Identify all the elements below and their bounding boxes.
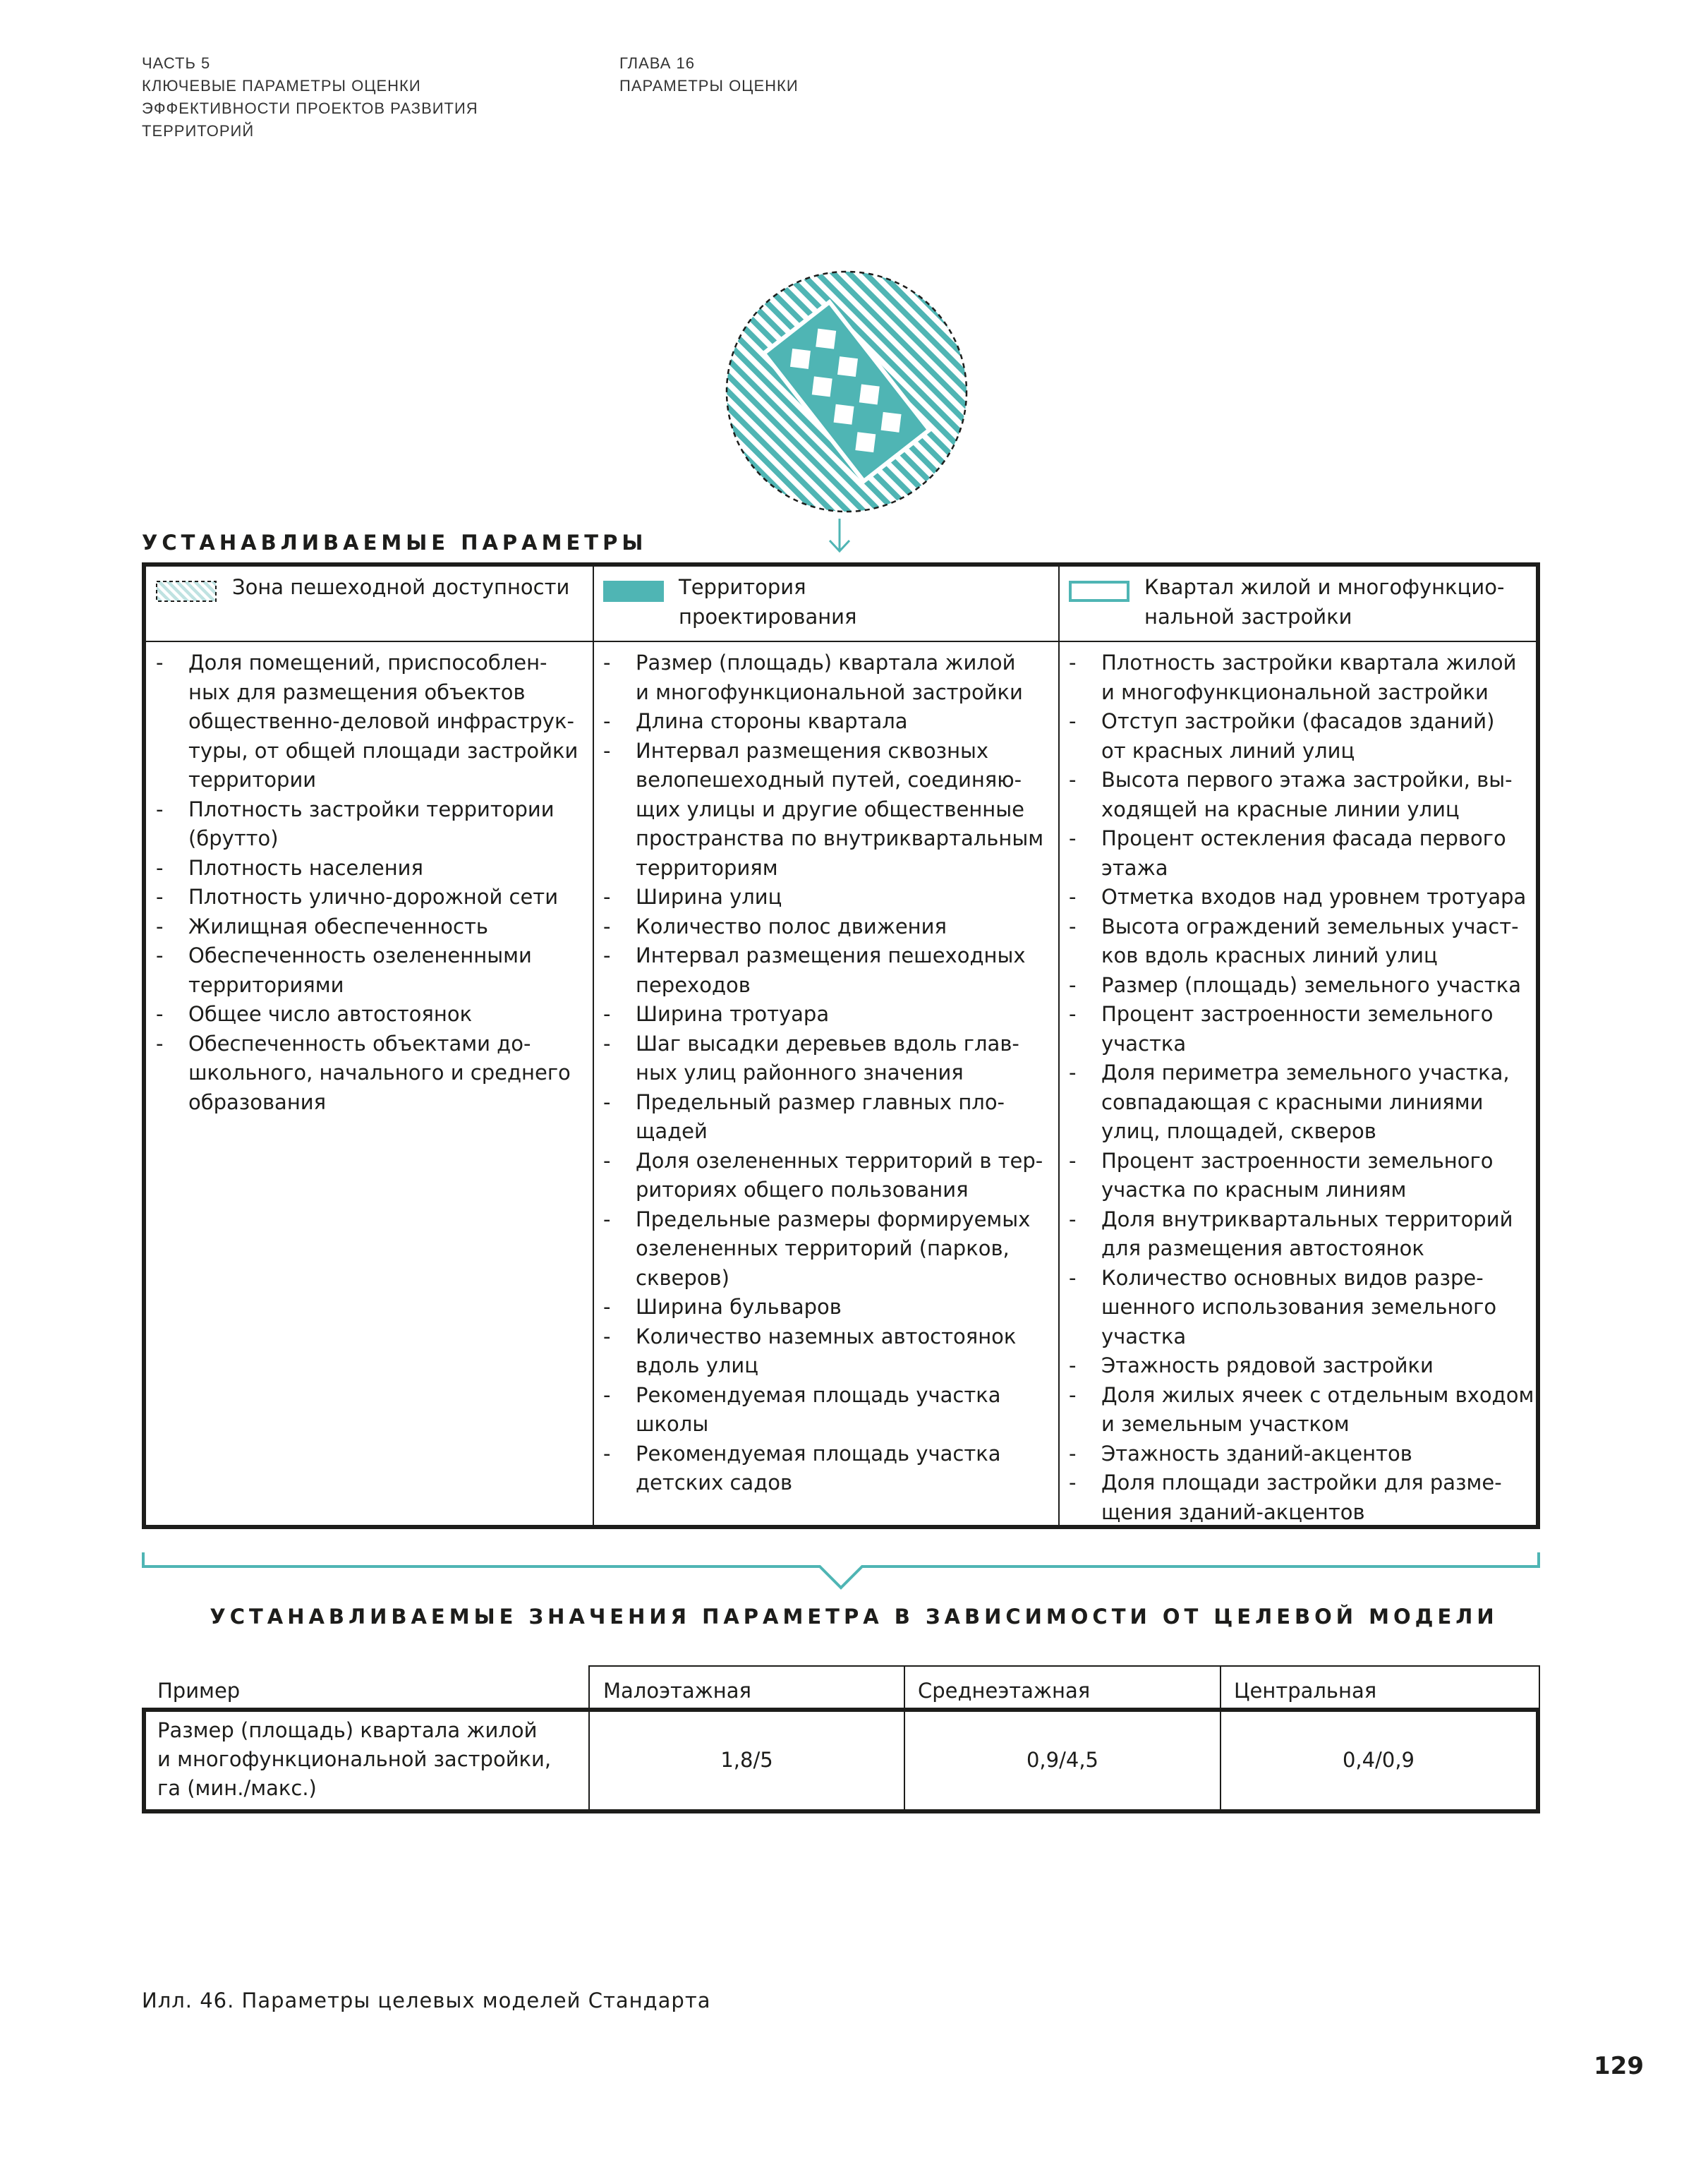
param-item — [1069, 1351, 1542, 1381]
param-text-line: Ширина тротуара — [636, 1002, 830, 1026]
bullet-dash: - — [156, 1031, 164, 1056]
bullet-dash: - — [603, 709, 611, 733]
bullet-dash: - — [156, 855, 164, 880]
table-line — [142, 1809, 1540, 1813]
bullet-dash: - — [1069, 709, 1077, 733]
param-text — [188, 1000, 472, 1030]
hatched-zone-swatch-icon — [156, 581, 217, 602]
param-text-line: Рекомендуемая площадь участка — [636, 1441, 1001, 1466]
param-text-line: территориям — [636, 855, 778, 880]
column-header-line: нальной застройки — [1144, 605, 1352, 629]
value-low-rise: 1,8/5 — [720, 1748, 773, 1772]
param-item — [1069, 1439, 1542, 1469]
bullet-dash: - — [1069, 1002, 1077, 1026]
param-text-line: Отметка входов над уровнем тротуара — [1101, 885, 1527, 909]
param-text-line: ков вдоль красных линий улиц — [1101, 943, 1438, 967]
param-item — [603, 707, 1055, 737]
arrow-down-icon — [830, 519, 849, 551]
param-text-line: Доля помещений, приспособлен- — [188, 651, 547, 675]
param-text — [636, 1381, 1001, 1439]
bullet-dash: - — [1069, 1382, 1077, 1407]
param-list-walking-zone — [156, 648, 586, 1117]
bullet-dash: - — [603, 1148, 611, 1173]
param-text-line: Процент остекления фасада первого — [1101, 826, 1506, 850]
param-text-line: Обеспеченность озелененными — [188, 943, 532, 967]
param-text — [1101, 883, 1526, 912]
param-item — [1069, 1205, 1542, 1264]
row-label — [157, 1716, 551, 1803]
param-item — [603, 941, 1055, 1000]
param-text — [636, 941, 1026, 1000]
param-item — [1069, 1147, 1542, 1205]
param-text — [1101, 648, 1517, 707]
header-example: Пример — [157, 1679, 241, 1703]
bullet-dash: - — [156, 797, 164, 821]
bullet-dash: - — [1069, 1265, 1077, 1290]
column-divider — [1058, 567, 1060, 1525]
param-text — [1101, 707, 1494, 766]
param-text — [1101, 1439, 1412, 1469]
param-item — [156, 648, 586, 795]
param-text-line: скверов) — [636, 1265, 729, 1290]
param-text — [1101, 1381, 1534, 1439]
param-text-line: шенного использования земельного — [1101, 1295, 1497, 1319]
bullet-dash: - — [1069, 1148, 1077, 1173]
param-text-line: Процент застроенности земельного — [1101, 1002, 1494, 1026]
param-text-line: школьного, начального и среднего — [188, 1061, 571, 1085]
table-line — [1220, 1665, 1221, 1708]
figure-caption: Илл. 46. Параметры целевых моделей Стандарта — [142, 1988, 711, 2012]
param-text-line: ных для размещения объектов — [188, 680, 526, 704]
bullet-dash: - — [1069, 885, 1077, 909]
param-text-line: Доля внутриквартальных территорий — [1101, 1207, 1513, 1231]
bullet-dash: - — [603, 738, 611, 763]
param-text-line: Интервал размещения сквозных — [636, 738, 989, 763]
outline-teal-swatch-icon — [1069, 581, 1129, 602]
column-header-title — [232, 572, 585, 602]
param-text — [1101, 766, 1513, 824]
param-text-line: туры, от общей площади застройки — [188, 738, 579, 763]
page-number: 129 — [1594, 2052, 1644, 2080]
value-central: 0,4/0,9 — [1342, 1748, 1415, 1772]
param-text-line: улиц, площадей, скверов — [1101, 1119, 1376, 1143]
param-text-line: Доля площади застройки для разме- — [1101, 1471, 1502, 1495]
bullet-dash: - — [1069, 1353, 1077, 1377]
param-text-line: от красных линий улиц — [1101, 738, 1355, 763]
param-item — [156, 912, 586, 942]
param-text-line: территориями — [188, 972, 344, 997]
bullet-dash: - — [603, 1441, 611, 1466]
param-text-line: Плотность населения — [188, 855, 423, 880]
bullet-dash: - — [1069, 972, 1077, 997]
param-text — [636, 1205, 1030, 1293]
param-item — [1069, 1264, 1542, 1352]
param-text — [636, 883, 782, 912]
bullet-dash: - — [1069, 1207, 1077, 1231]
param-item — [603, 1293, 1055, 1322]
param-item — [603, 1381, 1055, 1439]
param-text-line: Размер (площадь) земельного участка — [1101, 972, 1522, 997]
param-text-line: щадей — [636, 1119, 708, 1143]
param-text-line: Количество наземных автостоянок — [636, 1324, 1017, 1348]
values-section-title: УСТАНАВЛИВАЕМЫЕ ЗНАЧЕНИЯ ПАРАМЕТРА В ЗАВИСИМОСТИ ОТ ЦЕЛЕВОЙ МОДЕЛИ — [210, 1605, 1498, 1629]
param-text — [188, 912, 488, 942]
bullet-dash: - — [1069, 826, 1077, 850]
param-item — [603, 1000, 1055, 1030]
bullet-dash: - — [603, 1295, 611, 1319]
param-text-line: Плотность улично-дорожной сети — [188, 885, 559, 909]
param-item — [603, 737, 1055, 883]
bullet-dash: - — [603, 885, 611, 909]
param-text-line: Отступ застройки (фасадов зданий) — [1101, 709, 1495, 733]
bullet-dash: - — [603, 651, 611, 675]
param-text — [636, 1293, 842, 1322]
param-text-line: Предельный размер главных пло- — [636, 1089, 1005, 1114]
param-text — [188, 1030, 571, 1118]
param-item — [1069, 824, 1542, 883]
param-item — [156, 795, 586, 854]
bullet-dash: - — [1069, 1441, 1077, 1466]
param-text — [1101, 824, 1506, 883]
column-header-line: проектирования — [679, 605, 857, 629]
param-text-line: ных улиц районного значения — [636, 1061, 964, 1085]
running-header-chapter — [619, 52, 972, 97]
param-text-line: участка — [1101, 1031, 1187, 1056]
param-text — [188, 941, 532, 1000]
param-text-line: Длина стороны квартала — [636, 709, 908, 733]
param-item — [156, 883, 586, 912]
param-item — [603, 912, 1055, 942]
header-chapter-title: ПАРАМЕТРЫ ОЦЕНКИ — [619, 77, 799, 95]
param-text-line: для размещения автостоянок — [1101, 1236, 1424, 1260]
table-line — [904, 1665, 905, 1708]
table-line — [142, 1708, 146, 1813]
param-text — [1101, 912, 1519, 971]
bullet-dash: - — [156, 1002, 164, 1026]
param-item — [156, 1000, 586, 1030]
param-text-line: щения зданий-акцентов — [1101, 1499, 1365, 1524]
bullet-dash: - — [156, 914, 164, 938]
param-text — [636, 1439, 1001, 1498]
param-text — [636, 707, 908, 737]
param-text — [188, 854, 423, 883]
header-part-number: ЧАСТЬ 5 — [142, 54, 211, 72]
param-text-line: Этажность зданий-акцентов — [1101, 1441, 1412, 1466]
param-text — [1101, 1264, 1496, 1352]
param-text-line: Высота первого этажа застройки, вы- — [1101, 768, 1513, 792]
param-text — [1101, 1468, 1502, 1527]
param-item — [603, 883, 1055, 912]
param-text-line: Доля периметра земельного участка, — [1101, 1061, 1510, 1085]
param-text-line: этажа — [1101, 855, 1168, 880]
running-header-part — [142, 52, 537, 143]
param-item — [603, 1322, 1055, 1381]
bullet-dash: - — [603, 1207, 611, 1231]
param-text-line: велопешеходный путей, соединяю- — [636, 768, 1022, 792]
param-text — [188, 883, 558, 912]
param-text-line: Шаг высадки деревьев вдоль глав- — [636, 1031, 1019, 1056]
param-list-design-territory — [603, 648, 1055, 1498]
param-text — [636, 912, 947, 942]
param-item — [1069, 766, 1542, 824]
param-text-line: щих улицы и другие общественные — [636, 797, 1024, 821]
param-text-line: Плотность застройки квартала жилой — [1101, 651, 1517, 675]
param-text — [636, 1030, 1019, 1088]
param-text — [636, 1088, 1005, 1147]
param-text — [636, 1000, 829, 1030]
param-text — [1101, 1205, 1513, 1264]
value-mid-rise: 0,9/4,5 — [1026, 1748, 1098, 1772]
column-divider — [593, 567, 594, 1525]
table-line — [588, 1665, 1540, 1667]
hatched-circle-building-icon — [713, 268, 981, 557]
param-text-line: ходящей на красные линии улиц — [1101, 797, 1460, 821]
bullet-dash: - — [1069, 651, 1077, 675]
param-text-line: Жилищная обеспеченность — [188, 914, 488, 938]
param-item — [1069, 1381, 1542, 1439]
param-item — [156, 941, 586, 1000]
param-text-line: Плотность застройки территории — [188, 797, 555, 821]
column-header-line: Территория — [679, 575, 806, 599]
table-line — [1536, 1708, 1540, 1813]
bullet-dash: - — [1069, 914, 1077, 938]
param-text — [1101, 1147, 1494, 1205]
param-item — [156, 854, 586, 883]
param-text-line: участка по красным линиям — [1101, 1178, 1407, 1202]
param-text-line: вдоль улиц — [636, 1353, 759, 1377]
table-line — [588, 1665, 590, 1708]
param-text-line: Размер (площадь) квартала жилой — [636, 651, 1016, 675]
bullet-dash: - — [156, 885, 164, 909]
param-text-line: совпадающая с красными линиями — [1101, 1089, 1484, 1114]
table-line — [142, 1708, 1540, 1712]
param-item — [603, 1439, 1055, 1498]
param-item — [1069, 883, 1542, 912]
bullet-dash: - — [603, 1031, 611, 1056]
param-text-line: Общее число автостоянок — [188, 1002, 473, 1026]
column-header-title — [679, 572, 1046, 632]
column-header-line: Квартал жилой и многофункцио- — [1144, 575, 1505, 599]
row-label-line: га (мин./макс.) — [157, 1776, 317, 1800]
param-text-line: Доля озелененных территорий в тер- — [636, 1148, 1043, 1173]
param-item — [1069, 1000, 1542, 1058]
param-text-line: школы — [636, 1412, 709, 1436]
param-text-line: Доля жилых ячеек с отдельным входом — [1101, 1382, 1534, 1407]
header-part-title-line: КЛЮЧЕВЫЕ ПАРАМЕТРЫ ОЦЕНКИ — [142, 77, 421, 95]
bullet-dash: - — [603, 1089, 611, 1114]
bullet-dash: - — [603, 1382, 611, 1407]
bullet-dash: - — [603, 943, 611, 967]
param-text-line: Высота ограждений земельных участ- — [1101, 914, 1519, 938]
param-text — [636, 737, 1043, 883]
param-text-line: образования — [188, 1089, 327, 1114]
row-label-line: и многофункциональной застройки, — [157, 1747, 552, 1771]
params-table — [142, 562, 1540, 1529]
param-text-line: участка — [1101, 1324, 1187, 1348]
header-part-title-line: ЭФФЕКТИВНОСТИ ПРОЕКТОВ РАЗВИТИЯ — [142, 99, 478, 117]
param-text-line: Процент застроенности земельного — [1101, 1148, 1494, 1173]
param-text-line: общественно-деловой инфраструк- — [188, 709, 574, 733]
row-label-line: Размер (площадь) квартала жилой — [157, 1718, 538, 1742]
bullet-dash: - — [156, 943, 164, 967]
param-text-line: Интервал размещения пешеходных — [636, 943, 1026, 967]
param-item — [1069, 1468, 1542, 1527]
table-line — [1539, 1665, 1540, 1708]
param-text-line: Обеспеченность объектами до- — [188, 1031, 531, 1056]
params-section-title: УСТАНАВЛИВАЕМЫЕ ПАРАМЕТРЫ — [142, 531, 648, 555]
param-list-block — [1069, 648, 1542, 1527]
param-text-line: Ширина улиц — [636, 885, 782, 909]
param-text — [1101, 1058, 1510, 1147]
header-part-title-line: ТЕРРИТОРИЙ — [142, 122, 255, 140]
param-text — [636, 648, 1023, 707]
header-divider — [146, 641, 1536, 642]
param-text-line: озелененных территорий (парков, — [636, 1236, 1010, 1260]
header-chapter-number: ГЛАВА 16 — [619, 54, 695, 72]
param-item — [1069, 971, 1542, 1001]
bullet-dash: - — [603, 914, 611, 938]
bullet-dash: - — [1069, 768, 1077, 792]
param-item — [603, 1147, 1055, 1205]
param-text-line: (брутто) — [188, 826, 279, 850]
param-item — [156, 1030, 586, 1118]
param-text-line: Предельные размеры формируемых — [636, 1207, 1031, 1231]
param-text — [188, 795, 555, 854]
param-item — [603, 1205, 1055, 1293]
param-text-line: и многофункциональной застройки — [636, 680, 1023, 704]
header-low-rise: Малоэтажная — [603, 1679, 751, 1703]
param-text-line: Количество основных видов разре- — [1101, 1265, 1484, 1290]
bullet-dash: - — [156, 651, 164, 675]
param-text-line: Количество полос движения — [636, 914, 947, 938]
param-item — [603, 1030, 1055, 1088]
values-table — [142, 1665, 1540, 1813]
bullet-dash: - — [603, 1324, 611, 1348]
param-text-line: и многофункциональной застройки — [1101, 680, 1489, 704]
param-text — [1101, 971, 1521, 1001]
param-item — [603, 648, 1055, 707]
param-text-line: пространства по внутриквартальным — [636, 826, 1044, 850]
param-text — [1101, 1000, 1494, 1058]
bracket-connector — [142, 1552, 1540, 1602]
column-header-line: Зона пешеходной доступности — [232, 575, 570, 599]
param-text-line: территории — [188, 768, 317, 792]
column-header-title — [1144, 572, 1532, 632]
param-item — [1069, 1058, 1542, 1147]
param-text-line: переходов — [636, 972, 751, 997]
param-item — [603, 1088, 1055, 1147]
param-text-line: Рекомендуемая площадь участка — [636, 1382, 1001, 1407]
param-text-line: Ширина бульваров — [636, 1295, 842, 1319]
param-item — [1069, 912, 1542, 971]
param-text — [636, 1322, 1016, 1381]
param-text — [188, 648, 578, 795]
bullet-dash: - — [1069, 1061, 1077, 1085]
param-text-line: детских садов — [636, 1471, 793, 1495]
solid-teal-swatch-icon — [603, 581, 664, 602]
param-text-line: риториях общего пользования — [636, 1178, 969, 1202]
param-text-line: Этажность рядовой застройки — [1101, 1353, 1434, 1377]
param-text — [1101, 1351, 1434, 1381]
param-text — [636, 1147, 1043, 1205]
param-item — [1069, 648, 1542, 707]
param-text-line: и земельным участком — [1101, 1412, 1350, 1436]
bullet-dash: - — [1069, 1471, 1077, 1495]
bullet-dash: - — [603, 1002, 611, 1026]
header-mid-rise: Среднеэтажная — [918, 1679, 1091, 1703]
param-item — [1069, 707, 1542, 766]
header-central: Центральная — [1234, 1679, 1377, 1703]
